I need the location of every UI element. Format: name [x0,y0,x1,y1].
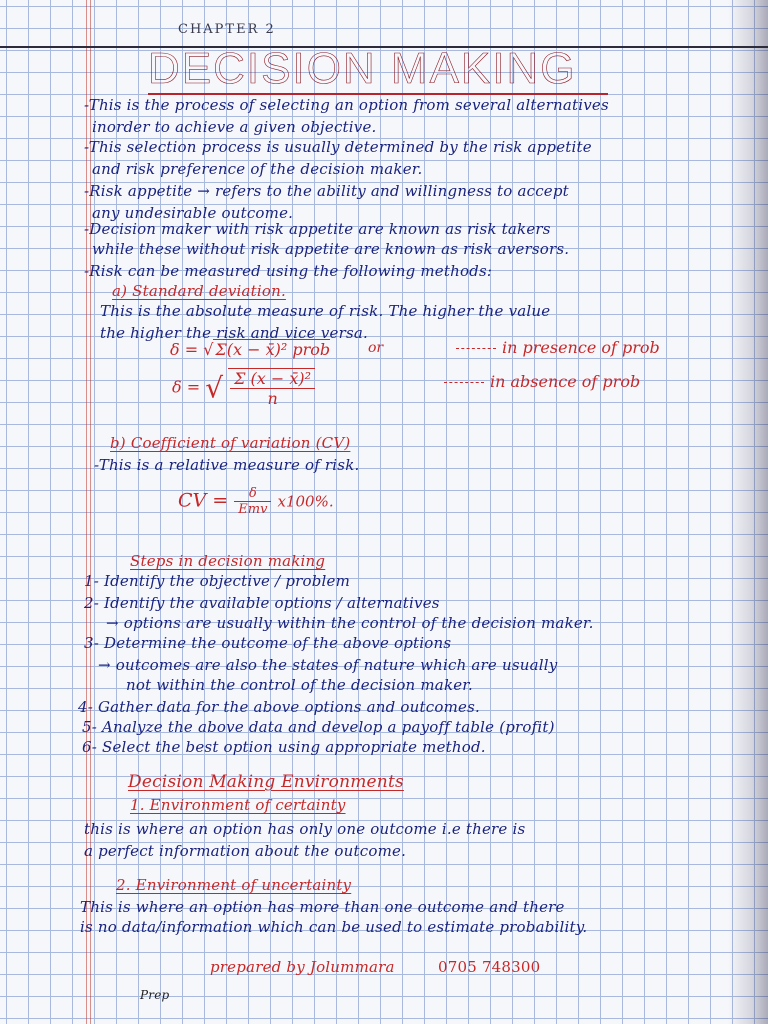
formula-fraction [228,368,315,408]
formula-body: Σ(x − x̄)² prob [215,340,331,359]
step-item: 1- Identify the objective / problem [84,572,351,590]
step-item: → options are usually within the control of the decision maker. [106,614,594,632]
intro-line: any undesirable outcome. [92,204,294,222]
step-item: 5- Analyze the above data and develop a payoff table (profit) [82,718,555,736]
author-credit: prepared by Jolummara [210,958,395,976]
coefficient-heading: b) Coefficient of variation (CV) [110,434,351,452]
cv-fraction [234,486,271,517]
uncertainty-heading: 2. Environment of uncertainty [116,876,352,894]
coefficient-line: -This is a relative measure of risk. [94,456,360,474]
intro-line: and risk preference of the decision maker. [92,160,423,178]
intro-line: inorder to achieve a given objective. [92,118,377,136]
formula-without-prob: δ = √ $\frac{\text{Σ (x − x̄)²}}{n}$ [172,368,315,408]
title-underline [148,93,608,95]
fraction-denominator: Emv [238,502,268,517]
step-item: 4- Gather data for the above options and outcomes. [78,698,480,716]
intro-line: -Risk appetite → refers to the ability and willingness to accept [84,182,569,200]
formula-rhs: x100%. [277,492,334,511]
step-item: 6- Select the best option using appropriate method. [82,738,486,756]
chapter-label: CHAPTER 2 [178,22,276,37]
uncertainty-line: is no data/information which can be used to estimate probability. [80,918,588,936]
intro-line: -This is the process of selecting an option from several alternatives [84,96,609,114]
step-item: not within the control of the decision maker. [126,676,473,694]
formula-note-presence [456,338,660,357]
fraction-numerator: Σ (x − x̄)² [230,369,315,389]
formula-lhs: δ = [172,377,201,397]
standard-deviation-line: the higher the risk and vice versa. [100,324,368,342]
dash-connector [456,348,496,349]
uncertainty-line: This is where an option has more than one outcome and there [80,898,565,916]
phone-number: 0705 748300 [438,958,541,976]
formula-or: or [368,340,384,356]
note-text: in absence of prob [490,372,641,391]
note-text: in presence of prob [502,338,660,357]
standard-deviation-line: This is the absolute measure of risk. The higher the value [100,302,551,320]
steps-heading: Steps in decision making [130,552,326,570]
formula-lhs: CV = [178,489,229,512]
partial-next-line: Prep [140,988,170,1002]
intro-line: while these without risk appetite are known as risk aversors. [92,240,570,258]
step-item: 3- Determine the outcome of the above options [84,634,452,652]
intro-line: -This selection process is usually determined by the risk appetite [84,138,592,156]
fraction-numerator: δ [234,486,271,502]
fraction-denominator: n [267,389,278,408]
certainty-heading: 1. Environment of certainty [130,796,346,814]
cv-formula [178,486,334,517]
notebook-spine [728,0,768,1024]
step-item: → outcomes are also the states of nature which are usually [98,656,558,674]
page-title: DECISION MAKING [148,44,577,93]
formula-lhs: δ = [170,340,199,359]
formula-with-prob: δ = √ Σ(x − x̄)² prob [170,340,331,359]
standard-deviation-heading: a) Standard deviation. [112,282,286,300]
step-item: 2- Identify the available options / alternatives [84,594,440,612]
certainty-line: a perfect information about the outcome. [84,842,407,860]
certainty-line: this is where an option has only one outcome i.e there is [84,820,526,838]
intro-line: -Risk can be measured using the following methods: [84,262,493,280]
environments-heading: Decision Making Environments [128,772,404,792]
intro-line: -Decision maker with risk appetite are known as risk takers [84,220,551,238]
dash-connector [444,382,484,383]
formula-note-absence [444,372,640,391]
